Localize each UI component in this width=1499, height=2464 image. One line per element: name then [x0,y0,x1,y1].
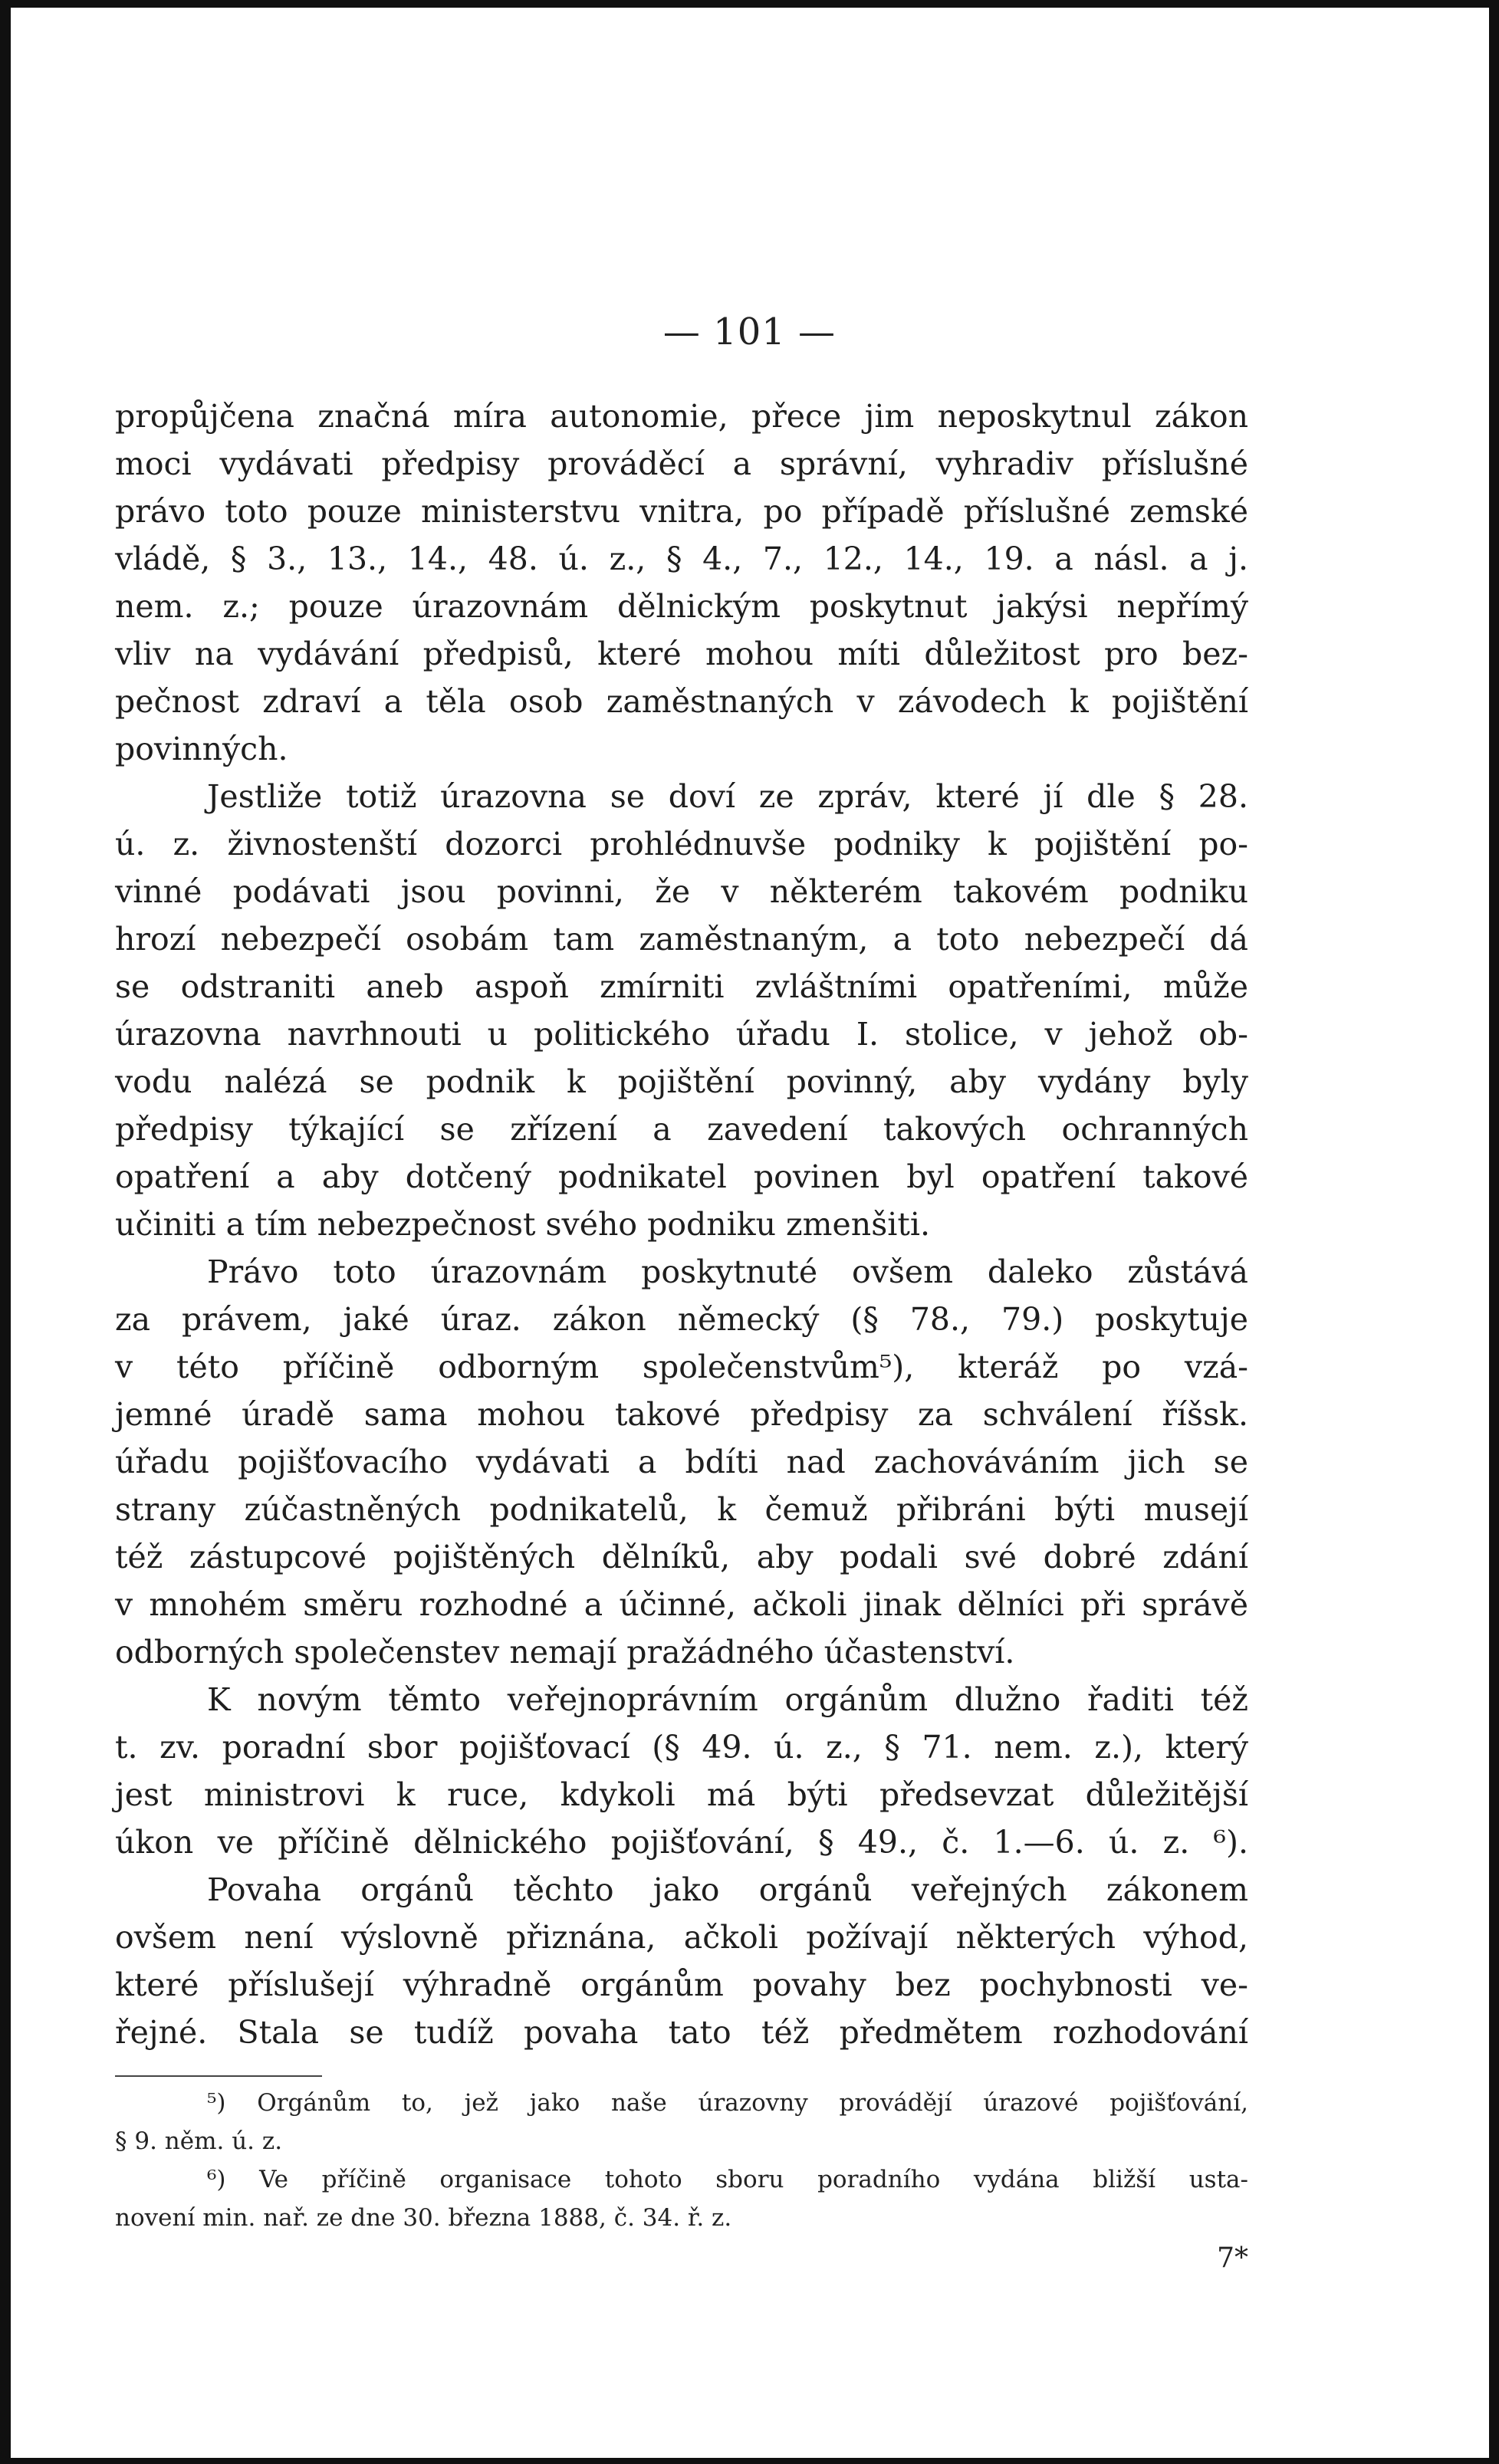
text-line: Právo toto úrazovnám poskytnuté ovšem daleko zůstává [207,1253,1248,1290]
text-line: odborných společenstev nemají pražádného účastenství. [115,1634,1015,1671]
text-line: vodu nalézá se podnik k pojištění povinný, aby vydány byly [115,1063,1248,1100]
text-line: povinných. [115,731,288,767]
text-line: též zástupcové pojištěných dělníků, aby podali své dobré zdání [115,1539,1248,1575]
text-line: řejné. Stala se tudíž povaha tato též předmětem rozhodování [115,2014,1248,2051]
footnote-line: § 9. něm. ú. z. [115,2127,283,2155]
footnote-line: novení min. nař. ze dne 30. března 1888, č. 34. ř. z. [115,2204,732,2232]
text-line: v mnohém směru rozhodné a účinné, ačkoli jinak dělníci při správě [115,1586,1248,1623]
footnote-line: ⁶) Ve příčině organisace tohoto sboru poradního vydána bližší usta- [207,2166,1248,2193]
footnote-rule [115,2075,322,2077]
text-line: propůjčena značná míra autonomie, přece jim neposkytnul zákon [115,398,1248,435]
text-line: jest ministrovi k ruce, kdykoli má býti předsevzat důležitější [115,1776,1248,1813]
footnotes [115,2084,1248,2237]
text-line: v této příčině odborným společenstvům⁵), kteráž po vzá- [115,1349,1248,1385]
text-line: Jestliže totiž úrazovna se doví ze zpráv, které jí dle § 28. [207,778,1248,815]
text-line: se odstraniti aneb aspoň zmírniti zvláštními opatřeními, může [115,968,1248,1005]
text-line: vinné podávati jsou povinni, že v některém takovém podniku [115,873,1248,910]
text-line: za právem, jaké úraz. zákon německý (§ 78., 79.) poskytuje [115,1301,1248,1338]
text-line: moci vydávati předpisy prováděcí a správní, vyhradiv příslušné [115,445,1248,482]
text-line: jemné úradě sama mohou takové předpisy za schválení říšsk. [115,1396,1248,1433]
text-line: vládě, § 3., 13., 14., 48. ú. z., § 4., 7., 12., 14., 19. a násl. a j. [115,540,1248,577]
body-text [115,393,1248,2056]
text-line: právo toto pouze ministerstvu vnitra, po případě příslušné zemské [115,493,1248,530]
text-line: ú. z. živnostenští dozorci prohlédnuvše podniky k pojištění po- [115,826,1248,862]
text-line: ovšem není výslovně přiznána, ačkoli požívají některých výhod, [115,1919,1248,1956]
text-line: vliv na vydávání předpisů, které mohou míti důležitost pro bez- [115,636,1248,672]
page-number: — 101 — [662,310,837,353]
footnote-line: ⁵) Orgánům to, jež jako naše úrazovny provádějí úrazové pojišťování, [207,2089,1248,2117]
text-line: úrazovna navrhnouti u politického úřadu I. stolice, v jehož ob- [115,1016,1248,1053]
text-line: Povaha orgánů těchto jako orgánů veřejných zákonem [207,1871,1248,1908]
text-line: strany zúčastněných podnikatelů, k čemuž přibráni býti musejí [115,1491,1248,1528]
text-line: pečnost zdraví a těla osob zaměstnaných v závodech k pojištění [115,683,1248,720]
text-line: nem. z.; pouze úrazovnám dělnickým poskytnut jakýsi nepřímý [115,588,1248,625]
text-line: úřadu pojišťovacího vydávati a bdíti nad zachováváním jich se [115,1444,1248,1480]
text-line: opatření a aby dotčený podnikatel povinen byl opatření takové [115,1158,1248,1195]
signature-mark: 7* [1217,2242,1248,2274]
text-line: hrozí nebezpečí osobám tam zaměstnaným, a toto nebezpečí dá [115,921,1248,958]
text-line: které příslušejí výhradně orgánům povahy bez pochybnosti ve- [115,1966,1248,2003]
text-line: úkon ve příčině dělnického pojišťování, § 49., č. 1.—6. ú. z. ⁶). [115,1824,1248,1861]
text-line: K novým těmto veřejnoprávním orgánům dlužno řaditi též [207,1681,1248,1718]
text-line: t. zv. poradní sbor pojišťovací (§ 49. ú. z., § 71. nem. z.), který [115,1729,1248,1766]
text-line: předpisy týkající se zřízení a zavedení takových ochranných [115,1111,1248,1148]
text-line: učiniti a tím nebezpečnost svého podniku zmenšiti. [115,1206,930,1243]
